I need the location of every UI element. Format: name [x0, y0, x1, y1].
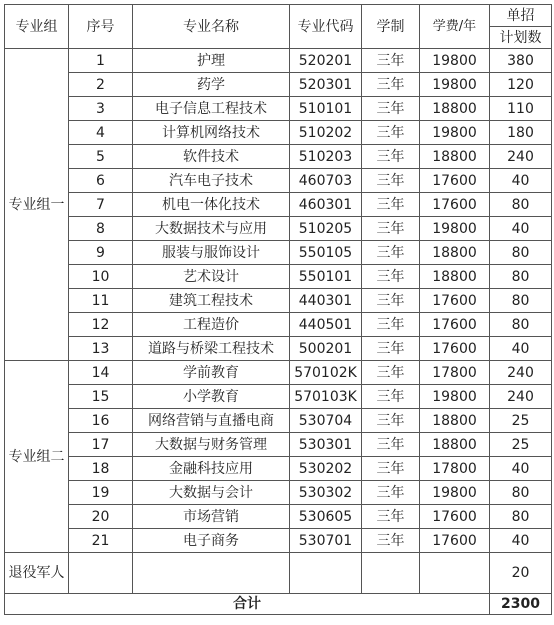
cell-name: 艺术设计	[133, 265, 290, 289]
cell-no: 14	[69, 361, 133, 385]
cell-name: 金融科技应用	[133, 457, 290, 481]
table-row	[5, 265, 552, 289]
table-row	[5, 73, 552, 97]
cell-fee: 18800	[420, 241, 490, 265]
cell-plan: 80	[490, 313, 552, 337]
veterans-plan: 20	[490, 553, 552, 594]
cell-name: 小学教育	[133, 385, 290, 409]
group-label: 专业组二	[5, 361, 69, 553]
cell-name: 汽车电子技术	[133, 169, 290, 193]
cell-no: 8	[69, 217, 133, 241]
cell-fee: 19800	[420, 73, 490, 97]
cell-years: 三年	[362, 289, 420, 313]
cell-fee: 17800	[420, 457, 490, 481]
cell-code: 530605	[290, 505, 362, 529]
empty-cell	[362, 553, 420, 594]
header-code: 专业代码	[290, 5, 362, 49]
table-row	[5, 217, 552, 241]
cell-no: 20	[69, 505, 133, 529]
cell-no: 19	[69, 481, 133, 505]
cell-fee: 17600	[420, 193, 490, 217]
cell-name: 建筑工程技术	[133, 289, 290, 313]
cell-name: 机电一体化技术	[133, 193, 290, 217]
cell-plan: 40	[490, 217, 552, 241]
veterans-label: 退役军人	[5, 553, 69, 594]
cell-code: 530202	[290, 457, 362, 481]
cell-code: 510205	[290, 217, 362, 241]
cell-fee: 17600	[420, 169, 490, 193]
cell-no: 7	[69, 193, 133, 217]
cell-years: 三年	[362, 409, 420, 433]
cell-fee: 17600	[420, 529, 490, 553]
empty-cell	[69, 553, 133, 594]
cell-fee: 19800	[420, 385, 490, 409]
cell-code: 460703	[290, 169, 362, 193]
total-label: 合计	[5, 594, 490, 615]
cell-years: 三年	[362, 529, 420, 553]
cell-code: 530704	[290, 409, 362, 433]
cell-no: 3	[69, 97, 133, 121]
total-value: 2300	[490, 594, 552, 615]
header-name: 专业名称	[133, 5, 290, 49]
cell-plan: 240	[490, 145, 552, 169]
cell-fee: 18800	[420, 97, 490, 121]
cell-fee: 19800	[420, 121, 490, 145]
cell-fee: 18800	[420, 145, 490, 169]
cell-fee: 17600	[420, 337, 490, 361]
table-row	[5, 145, 552, 169]
table-row	[5, 505, 552, 529]
cell-code: 550101	[290, 265, 362, 289]
cell-plan: 80	[490, 481, 552, 505]
cell-name: 电子信息工程技术	[133, 97, 290, 121]
cell-plan: 40	[490, 529, 552, 553]
cell-no: 1	[69, 49, 133, 73]
cell-name: 道路与桥梁工程技术	[133, 337, 290, 361]
cell-name: 学前教育	[133, 361, 290, 385]
table-row	[5, 121, 552, 145]
cell-no: 17	[69, 433, 133, 457]
table-row	[5, 433, 552, 457]
cell-years: 三年	[362, 241, 420, 265]
cell-code: 530701	[290, 529, 362, 553]
cell-years: 三年	[362, 217, 420, 241]
cell-code: 530302	[290, 481, 362, 505]
cell-code: 550105	[290, 241, 362, 265]
cell-code: 440301	[290, 289, 362, 313]
header-plan: 计划数	[490, 27, 552, 49]
cell-years: 三年	[362, 97, 420, 121]
table-row	[5, 385, 552, 409]
enrollment-plan-table	[4, 4, 552, 615]
header-single: 单招	[490, 5, 552, 27]
cell-code: 500201	[290, 337, 362, 361]
table-row	[5, 529, 552, 553]
cell-years: 三年	[362, 169, 420, 193]
cell-fee: 17600	[420, 313, 490, 337]
cell-plan: 25	[490, 433, 552, 457]
cell-name: 药学	[133, 73, 290, 97]
cell-years: 三年	[362, 361, 420, 385]
cell-code: 570103K	[290, 385, 362, 409]
cell-name: 工程造价	[133, 313, 290, 337]
cell-years: 三年	[362, 313, 420, 337]
table-row	[5, 97, 552, 121]
cell-fee: 19800	[420, 217, 490, 241]
cell-fee: 19800	[420, 49, 490, 73]
cell-name: 护理	[133, 49, 290, 73]
cell-no: 21	[69, 529, 133, 553]
cell-no: 16	[69, 409, 133, 433]
table-row	[5, 49, 552, 73]
cell-plan: 80	[490, 241, 552, 265]
cell-plan: 80	[490, 265, 552, 289]
cell-plan: 40	[490, 457, 552, 481]
cell-code: 520201	[290, 49, 362, 73]
table-row	[5, 193, 552, 217]
table-row	[5, 241, 552, 265]
header-years: 学制	[362, 5, 420, 49]
cell-name: 大数据技术与应用	[133, 217, 290, 241]
cell-plan: 180	[490, 121, 552, 145]
cell-fee: 19800	[420, 481, 490, 505]
cell-plan: 240	[490, 361, 552, 385]
table-row	[5, 361, 552, 385]
cell-plan: 120	[490, 73, 552, 97]
cell-name: 计算机网络技术	[133, 121, 290, 145]
cell-fee: 18800	[420, 265, 490, 289]
cell-code: 440501	[290, 313, 362, 337]
cell-years: 三年	[362, 457, 420, 481]
cell-name: 大数据与财务管理	[133, 433, 290, 457]
cell-no: 10	[69, 265, 133, 289]
cell-no: 2	[69, 73, 133, 97]
cell-years: 三年	[362, 505, 420, 529]
cell-fee: 18800	[420, 433, 490, 457]
cell-code: 510202	[290, 121, 362, 145]
cell-no: 6	[69, 169, 133, 193]
cell-years: 三年	[362, 265, 420, 289]
cell-no: 13	[69, 337, 133, 361]
cell-plan: 80	[490, 193, 552, 217]
cell-name: 网络营销与直播电商	[133, 409, 290, 433]
empty-cell	[290, 553, 362, 594]
cell-name: 电子商务	[133, 529, 290, 553]
table-row	[5, 409, 552, 433]
cell-fee: 17600	[420, 289, 490, 313]
cell-no: 15	[69, 385, 133, 409]
cell-code: 530301	[290, 433, 362, 457]
table-row	[5, 289, 552, 313]
cell-plan: 80	[490, 505, 552, 529]
cell-plan: 80	[490, 289, 552, 313]
cell-fee: 18800	[420, 409, 490, 433]
cell-fee: 17600	[420, 505, 490, 529]
cell-code: 520301	[290, 73, 362, 97]
empty-cell	[420, 553, 490, 594]
cell-no: 11	[69, 289, 133, 313]
cell-name: 市场营销	[133, 505, 290, 529]
cell-plan: 110	[490, 97, 552, 121]
table-row	[5, 169, 552, 193]
cell-code: 510203	[290, 145, 362, 169]
cell-plan: 240	[490, 385, 552, 409]
table-row	[5, 313, 552, 337]
cell-name: 大数据与会计	[133, 481, 290, 505]
table-row	[5, 481, 552, 505]
cell-years: 三年	[362, 481, 420, 505]
table-row	[5, 457, 552, 481]
header-group: 专业组	[5, 5, 69, 49]
cell-years: 三年	[362, 145, 420, 169]
cell-plan: 25	[490, 409, 552, 433]
header-fee: 学费/年	[420, 5, 490, 49]
cell-name: 服装与服饰设计	[133, 241, 290, 265]
cell-years: 三年	[362, 73, 420, 97]
cell-code: 570102K	[290, 361, 362, 385]
table-row	[5, 337, 552, 361]
cell-plan: 40	[490, 337, 552, 361]
veterans-row	[5, 553, 552, 594]
cell-plan: 380	[490, 49, 552, 73]
cell-no: 4	[69, 121, 133, 145]
cell-no: 5	[69, 145, 133, 169]
cell-years: 三年	[362, 337, 420, 361]
cell-code: 460301	[290, 193, 362, 217]
table-body	[5, 5, 552, 615]
group-label: 专业组一	[5, 49, 69, 361]
cell-years: 三年	[362, 193, 420, 217]
cell-no: 9	[69, 241, 133, 265]
header-no: 序号	[69, 5, 133, 49]
cell-name: 软件技术	[133, 145, 290, 169]
cell-years: 三年	[362, 121, 420, 145]
cell-no: 18	[69, 457, 133, 481]
empty-cell	[133, 553, 290, 594]
header-row	[5, 5, 552, 27]
cell-fee: 17800	[420, 361, 490, 385]
cell-code: 510101	[290, 97, 362, 121]
cell-no: 12	[69, 313, 133, 337]
total-row	[5, 594, 552, 615]
cell-years: 三年	[362, 385, 420, 409]
cell-years: 三年	[362, 433, 420, 457]
cell-plan: 40	[490, 169, 552, 193]
cell-years: 三年	[362, 49, 420, 73]
